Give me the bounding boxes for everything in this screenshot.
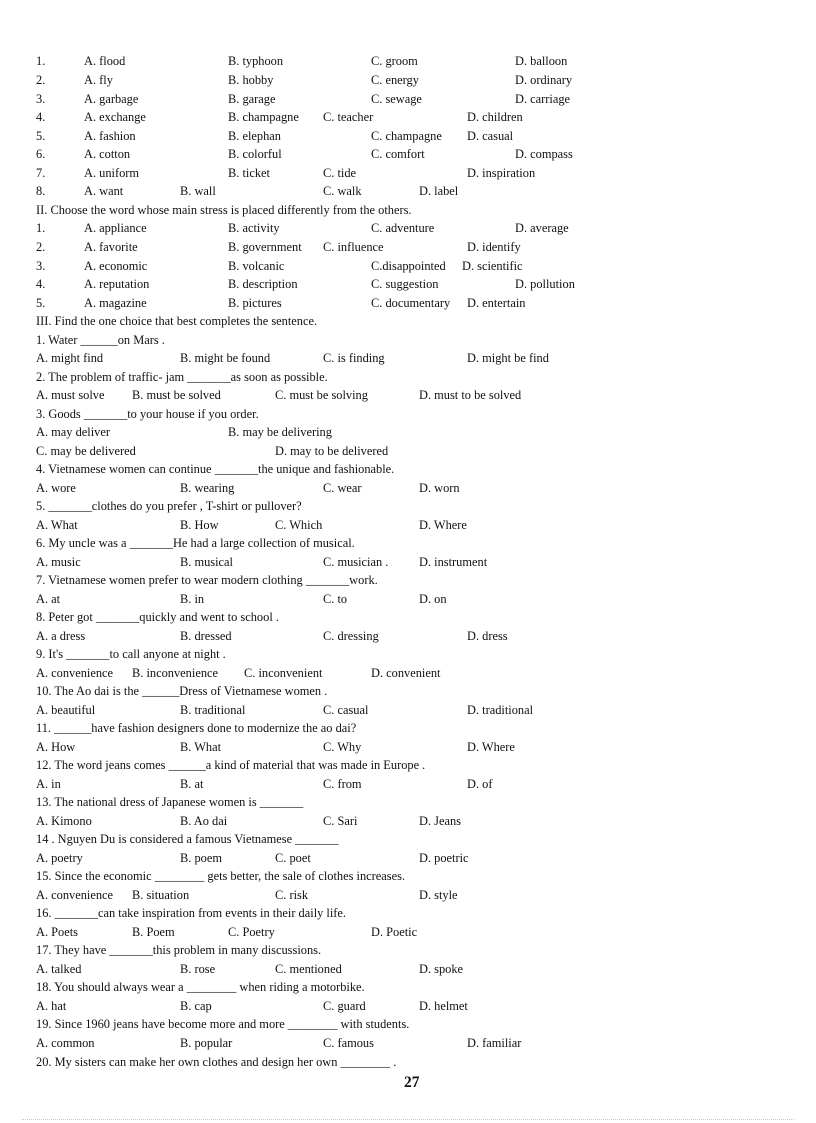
option: C. casual xyxy=(323,703,369,717)
option: C. dressing xyxy=(323,629,379,643)
option: D. label xyxy=(419,184,459,198)
options-row xyxy=(0,516,816,534)
option: B. wearing xyxy=(180,481,235,495)
page-edge-divider xyxy=(22,1119,794,1120)
option: A. may deliver xyxy=(36,425,110,439)
option: D. helmet xyxy=(419,999,468,1013)
option: A. talked xyxy=(36,962,82,976)
option: C. musician . xyxy=(323,555,389,569)
option: A. want xyxy=(84,184,124,198)
option: B. elephan xyxy=(228,129,281,143)
question-stem: 6. My uncle was a _______He had a large collection of musical. xyxy=(36,536,355,550)
option: D. convenient xyxy=(371,666,441,680)
option: C. inconvenient xyxy=(244,666,323,680)
option: B. at xyxy=(180,777,204,791)
option: D. ordinary xyxy=(515,73,573,87)
option: B. traditional xyxy=(180,703,246,717)
option: D. casual xyxy=(467,129,514,143)
option: B. might be found xyxy=(180,351,271,365)
option: B. ticket xyxy=(228,166,270,180)
question-stem: 18. You should always wear a ________ when riding a motorbike. xyxy=(36,980,365,994)
option: D. children xyxy=(467,110,523,124)
option: B. How xyxy=(180,518,219,532)
option: B. volcanic xyxy=(228,259,285,273)
question-stem: 17. They have _______this problem in many discussions. xyxy=(36,943,322,957)
option: B. government xyxy=(228,240,302,254)
options-row xyxy=(0,886,816,904)
question-stem: 10. The Ao dai is the ______Dress of Vietnamese women . xyxy=(36,684,328,698)
option: C. walk xyxy=(323,184,362,198)
option: D. entertain xyxy=(467,296,526,310)
options-row xyxy=(0,590,816,608)
question-stem: 19. Since 1960 jeans have become more and more ________ with students. xyxy=(36,1017,410,1031)
option: C. teacher xyxy=(323,110,374,124)
s1-row: 2. A. fly B. hobby C. energy D. ordinary xyxy=(36,73,573,87)
option: D. identify xyxy=(467,240,521,254)
question-stem: 3. Goods _______to your house if you order. xyxy=(36,407,259,421)
option: B. wall xyxy=(180,184,216,198)
option: A. garbage xyxy=(84,92,139,106)
option: A. common xyxy=(36,1036,95,1050)
option: A. must solve xyxy=(36,388,105,402)
option: C. groom xyxy=(371,54,418,68)
options-row xyxy=(0,701,816,719)
option: A. in xyxy=(36,777,61,791)
option: A. economic xyxy=(84,259,148,273)
option: C. adventure xyxy=(371,221,435,235)
option: D. might be find xyxy=(467,351,549,365)
question-stem: 1. Water ______on Mars . xyxy=(36,333,165,347)
option: D. dress xyxy=(467,629,508,643)
option: A. What xyxy=(36,518,78,532)
s2-row: 5. A. magazine B. pictures C. documentary D. entertain xyxy=(36,296,526,310)
s2-row: 3. A. economic B. volcanic C.disappointed D. scientific xyxy=(36,259,523,273)
option: D. traditional xyxy=(467,703,534,717)
s2-row: 2. A. favorite B. government C. influence D. identify xyxy=(36,240,521,254)
option: C. poet xyxy=(275,851,311,865)
option: B. Ao dai xyxy=(180,814,228,828)
option: B. inconvenience xyxy=(132,666,219,680)
s1-row: 4. A. exchange B. champagne C. teacher D. children xyxy=(36,110,523,124)
option: B. in xyxy=(180,592,205,606)
option: C. wear xyxy=(323,481,362,495)
option: B. must be solved xyxy=(132,388,221,402)
option: C. may be delivered xyxy=(36,444,136,458)
options-row xyxy=(0,812,816,830)
option: D. on xyxy=(419,592,447,606)
page-number: 27 xyxy=(404,1074,420,1091)
options-row xyxy=(0,442,816,460)
option: B. poem xyxy=(180,851,222,865)
option: A. flood xyxy=(84,54,126,68)
option: A. wore xyxy=(36,481,76,495)
option: A. convenience xyxy=(36,666,114,680)
option: A. uniform xyxy=(84,166,140,180)
option: D. Where xyxy=(419,518,467,532)
option: B. champagne xyxy=(228,110,299,124)
option: B. hobby xyxy=(228,73,274,87)
option: B. cap xyxy=(180,999,212,1013)
option: A. fly xyxy=(84,73,113,87)
option: D. pollution xyxy=(515,277,575,291)
option: B. description xyxy=(228,277,298,291)
option: D. average xyxy=(515,221,569,235)
options-row xyxy=(0,1034,816,1052)
option: C. Poetry xyxy=(228,925,275,939)
option: A. fashion xyxy=(84,129,136,143)
option: A. poetry xyxy=(36,851,83,865)
option: C. Which xyxy=(275,518,323,532)
option: B. musical xyxy=(180,555,233,569)
s1-row: 3. A. garbage B. garage C. sewage D. carriage xyxy=(36,92,571,106)
option: C. guard xyxy=(323,999,366,1013)
option: C. documentary xyxy=(371,296,451,310)
options-row xyxy=(0,923,816,941)
options-row xyxy=(0,479,816,497)
option: D. familiar xyxy=(467,1036,522,1050)
s1-row: 1. A. flood B. typhoon C. groom D. balloon xyxy=(36,54,568,68)
option: B. What xyxy=(180,740,222,754)
option: A. Poets xyxy=(36,925,78,939)
options-row xyxy=(0,423,816,441)
question-stem: 20. My sisters can make her own clothes and design her own ________ . xyxy=(36,1055,397,1069)
s1-row: 7. A. uniform B. ticket C. tide D. inspiration xyxy=(36,166,536,180)
option: B. may be delivering xyxy=(228,425,332,439)
option: A. cotton xyxy=(84,147,131,161)
question-stem: 14 . Nguyen Du is considered a famous Vietnamese _______ xyxy=(36,832,339,846)
options-row xyxy=(0,960,816,978)
option: B. Poem xyxy=(132,925,175,939)
option: D. compass xyxy=(515,147,573,161)
option: B. rose xyxy=(180,962,216,976)
option: B. colorful xyxy=(228,147,282,161)
question-stem: 12. The word jeans comes ______a kind of material that was made in Europe . xyxy=(36,758,426,772)
question-stem: 11. ______have fashion designers done to modernize the ao dai? xyxy=(36,721,357,735)
question-stem: 13. The national dress of Japanese women is _______ xyxy=(36,795,304,809)
option: D. must to be solved xyxy=(419,388,522,402)
option: C. suggestion xyxy=(371,277,439,291)
option: A. hat xyxy=(36,999,67,1013)
option: A. might find xyxy=(36,351,104,365)
question-stem: 4. Vietnamese women can continue _______the unique and fashionable. xyxy=(36,462,395,476)
option: D. carriage xyxy=(515,92,571,106)
s1-row: 8. A. want B. wall C. walk D. label xyxy=(36,184,459,198)
option: C.disappointed xyxy=(371,259,446,273)
option: D. may to be delivered xyxy=(275,444,389,458)
option: C. Why xyxy=(323,740,362,754)
option: C. sewage xyxy=(371,92,422,106)
options-row xyxy=(0,775,816,793)
option: C. comfort xyxy=(371,147,425,161)
option: D. balloon xyxy=(515,54,568,68)
option: B. dressed xyxy=(180,629,232,643)
option: D. Poetic xyxy=(371,925,418,939)
option: C. from xyxy=(323,777,362,791)
option: A. a dress xyxy=(36,629,86,643)
question-stem: 16. _______can take inspiration from events in their daily life. xyxy=(36,906,347,920)
option: A. How xyxy=(36,740,76,754)
option: D. inspiration xyxy=(467,166,536,180)
option: A. magazine xyxy=(84,296,147,310)
option: A. reputation xyxy=(84,277,150,291)
option: C. famous xyxy=(323,1036,374,1050)
option: C. is finding xyxy=(323,351,385,365)
question-stem: 15. Since the economic ________ gets better, the sale of clothes increases. xyxy=(36,869,406,883)
s2-row: 1. A. appliance B. activity C. adventure D. average xyxy=(36,221,569,235)
option: D. scientific xyxy=(462,259,523,273)
option: C. energy xyxy=(371,73,419,87)
option: D. spoke xyxy=(419,962,464,976)
options-row xyxy=(0,349,816,367)
section-heading: III. Find the one choice that best completes the sentence. xyxy=(36,314,318,328)
options-row xyxy=(0,553,816,571)
question-stem: 9. It's _______to call anyone at night . xyxy=(36,647,226,661)
options-row xyxy=(0,738,816,756)
options-row xyxy=(0,997,816,1015)
options-row xyxy=(0,849,816,867)
option: C. tide xyxy=(323,166,357,180)
option: D. Jeans xyxy=(419,814,461,828)
question-stem: 5. _______clothes do you prefer , T-shirt or pullover? xyxy=(36,499,302,513)
section-heading: II. Choose the word whose main stress is placed differently from the others. xyxy=(36,203,412,217)
option: C. to xyxy=(323,592,348,606)
option: C. champagne xyxy=(371,129,442,143)
option: A. Kimono xyxy=(36,814,92,828)
option: B. situation xyxy=(132,888,190,902)
option: D. of xyxy=(467,777,493,791)
option: A. exchange xyxy=(84,110,146,124)
option: B. activity xyxy=(228,221,280,235)
option: D. Where xyxy=(467,740,515,754)
option: A. appliance xyxy=(84,221,147,235)
option: A. music xyxy=(36,555,81,569)
option: B. typhoon xyxy=(228,54,284,68)
options-row xyxy=(0,386,816,404)
options-row xyxy=(0,664,816,682)
option: A. at xyxy=(36,592,61,606)
question-stem: 7. Vietnamese women prefer to wear modern clothing _______work. xyxy=(36,573,378,587)
question-stem: 8. Peter got _______quickly and went to school . xyxy=(36,610,279,624)
option: C. mentioned xyxy=(275,962,342,976)
options-row xyxy=(0,627,816,645)
option: C. Sari xyxy=(323,814,358,828)
option: B. garage xyxy=(228,92,276,106)
question-stem: 2. The problem of traffic- jam _______as soon as possible. xyxy=(36,370,328,384)
option: D. style xyxy=(419,888,458,902)
s1-row: 5. A. fashion B. elephan C. champagne D. casual xyxy=(36,129,514,143)
option: C. influence xyxy=(323,240,384,254)
s1-row: 6. A. cotton B. colorful C. comfort D. compass xyxy=(36,147,573,161)
option: B. popular xyxy=(180,1036,233,1050)
option: A. favorite xyxy=(84,240,138,254)
option: A. beautiful xyxy=(36,703,96,717)
s2-row: 4. A. reputation B. description C. suggestion D. pollution xyxy=(36,277,575,291)
option: C. risk xyxy=(275,888,309,902)
option: D. poetric xyxy=(419,851,469,865)
option: B. pictures xyxy=(228,296,282,310)
option: A. convenience xyxy=(36,888,114,902)
option: D. worn xyxy=(419,481,460,495)
option: D. instrument xyxy=(419,555,488,569)
option: C. must be solving xyxy=(275,388,368,402)
